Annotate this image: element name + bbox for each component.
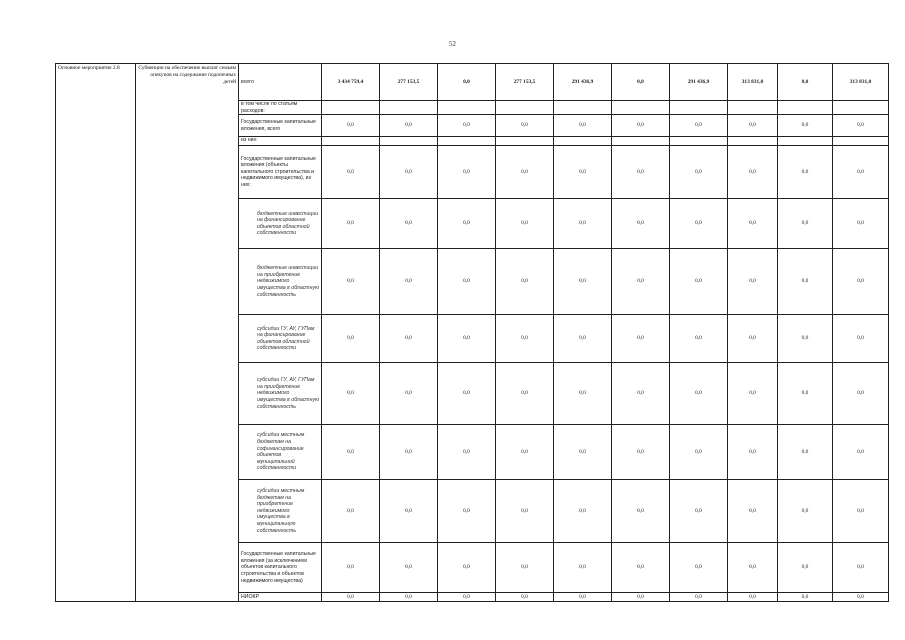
value-cell [833,101,889,115]
value-cell: 313 831,0 [728,64,778,101]
value-cell: 0,0 [728,115,778,137]
value-cell [670,137,728,146]
page-number: 52 [449,40,456,48]
value-cell: 0,0 [554,249,612,315]
value-cell: 0,0 [670,543,728,593]
value-cell: 0,0 [778,425,833,480]
value-cell: 0,0 [438,64,496,101]
value-cell: 0,0 [322,593,380,602]
value-cell: 0,0 [778,146,833,199]
value-cell: 313 831,0 [833,64,889,101]
value-cell: 0,0 [612,480,670,543]
value-cell [554,137,612,146]
value-cell: 3 434 759,4 [322,64,380,101]
value-cell: 0,0 [670,146,728,199]
value-cell: 0,0 [612,363,670,425]
value-cell: 0,0 [728,425,778,480]
value-cell [728,137,778,146]
value-cell: 0,0 [322,363,380,425]
value-cell: 0,0 [380,543,438,593]
value-cell [322,101,380,115]
value-cell: 0,0 [380,199,438,249]
value-cell: 0,0 [496,146,554,199]
value-cell: 0,0 [322,480,380,543]
value-cell: 0,0 [496,593,554,602]
value-cell: 0,0 [778,115,833,137]
value-cell: 0,0 [554,315,612,363]
value-cell: 0,0 [670,249,728,315]
value-cell: 291 436,9 [670,64,728,101]
value-cell: 0,0 [438,425,496,480]
value-cell: 0,0 [380,363,438,425]
value-cell: 277 153,5 [380,64,438,101]
value-cell: 0,0 [438,593,496,602]
value-cell: 0,0 [322,146,380,199]
row-label: НИОКР [239,593,322,602]
row-label: субсидии ГУ, АУ, ГУПам на приобретение недвижимого имущества в областную собственность [239,363,322,425]
value-cell: 0,0 [612,199,670,249]
value-cell: 0,0 [380,249,438,315]
value-cell: 0,0 [670,593,728,602]
value-cell: 0,0 [833,146,889,199]
value-cell [612,137,670,146]
value-cell: 0,0 [554,480,612,543]
value-cell: 0,0 [438,315,496,363]
budget-table [55,63,889,602]
value-cell: 0,0 [322,543,380,593]
value-cell: 0,0 [728,249,778,315]
value-cell: 0,0 [833,115,889,137]
value-cell: 0,0 [728,363,778,425]
value-cell: 0,0 [380,425,438,480]
value-cell: 0,0 [833,480,889,543]
value-cell: 0,0 [322,115,380,137]
value-cell [322,137,380,146]
value-cell: 0,0 [778,543,833,593]
value-cell: 0,0 [438,363,496,425]
value-cell: 0,0 [496,543,554,593]
value-cell: 0,0 [833,315,889,363]
value-cell: 0,0 [778,363,833,425]
value-cell: 0,0 [778,593,833,602]
row-label: Государственные капитальные вложения (объекты капитального строительства и недвижимого имущества), из них: [239,146,322,199]
value-cell: 0,0 [670,425,728,480]
value-cell: 0,0 [380,115,438,137]
value-cell: 0,0 [554,115,612,137]
value-cell: 0,0 [778,249,833,315]
value-cell: 0,0 [778,64,833,101]
event-name-cell: Субвенции на обеспечение выплат семьям опекунов на содержание подопечных детей [136,64,239,602]
value-cell: 0,0 [778,199,833,249]
value-cell: 0,0 [554,146,612,199]
value-cell [728,101,778,115]
value-cell: 0,0 [612,115,670,137]
value-cell: 0,0 [438,480,496,543]
value-cell: 0,0 [322,425,380,480]
value-cell: 0,0 [438,146,496,199]
row-label: всего [239,64,322,101]
value-cell: 277 153,5 [496,64,554,101]
value-cell [670,101,728,115]
value-cell: 0,0 [728,146,778,199]
value-cell: 0,0 [612,315,670,363]
row-label: субсидии ГУ, АУ, ГУПам на финансирование объектов областной собственности [239,315,322,363]
value-cell: 0,0 [496,480,554,543]
value-cell: 0,0 [496,115,554,137]
value-cell: 0,0 [554,363,612,425]
row-label: в том числе по статьям расходов: [239,101,322,115]
value-cell: 0,0 [322,315,380,363]
row-label: из них: [239,137,322,146]
value-cell: 0,0 [496,363,554,425]
value-cell: 0,0 [612,593,670,602]
value-cell: 0,0 [612,543,670,593]
value-cell: 0,0 [496,199,554,249]
value-cell [833,137,889,146]
value-cell [496,137,554,146]
value-cell [438,101,496,115]
value-cell: 291 436,9 [554,64,612,101]
value-cell [496,101,554,115]
value-cell: 0,0 [554,543,612,593]
value-cell: 0,0 [612,425,670,480]
value-cell: 0,0 [728,593,778,602]
value-cell: 0,0 [670,115,728,137]
value-cell: 0,0 [728,480,778,543]
row-label: бюджетные инвестиции на финансирование объектов областной собственности [239,199,322,249]
value-cell [612,101,670,115]
value-cell: 0,0 [833,425,889,480]
value-cell [778,137,833,146]
value-cell: 0,0 [554,199,612,249]
value-cell: 0,0 [438,543,496,593]
row-label: субсидии местным бюджетам на приобретение недвижимого имущества в муниципальную собственность [239,480,322,543]
value-cell: 0,0 [612,249,670,315]
value-cell: 0,0 [322,199,380,249]
value-cell: 0,0 [438,199,496,249]
value-cell: 0,0 [380,315,438,363]
value-cell [380,137,438,146]
table-row [56,64,889,101]
row-label: Государственные капитальные вложения, всего [239,115,322,137]
value-cell: 0,0 [833,363,889,425]
value-cell: 0,0 [322,249,380,315]
value-cell: 0,0 [496,249,554,315]
value-cell: 0,0 [833,593,889,602]
value-cell: 0,0 [833,249,889,315]
value-cell: 0,0 [728,543,778,593]
value-cell: 0,0 [496,425,554,480]
event-cell: Основное мероприятие 2.8 [56,64,136,602]
value-cell: 0,0 [728,199,778,249]
value-cell: 0,0 [670,315,728,363]
value-cell [554,101,612,115]
value-cell: 0,0 [612,64,670,101]
value-cell: 0,0 [380,593,438,602]
row-label: Государственные капитальные вложения (за исключением объектов капитального строительства и объектов недвижимого имущества) [239,543,322,593]
value-cell: 0,0 [438,249,496,315]
value-cell: 0,0 [778,315,833,363]
value-cell: 0,0 [554,593,612,602]
value-cell: 0,0 [670,480,728,543]
value-cell [778,101,833,115]
value-cell: 0,0 [728,315,778,363]
row-label: бюджетные инвестиции на приобретение недвижимого имущества в областную собственность [239,249,322,315]
value-cell: 0,0 [554,425,612,480]
value-cell [380,101,438,115]
value-cell [438,137,496,146]
value-cell: 0,0 [833,199,889,249]
value-cell: 0,0 [778,480,833,543]
value-cell: 0,0 [380,146,438,199]
value-cell: 0,0 [612,146,670,199]
row-label: субсидии местным бюджетам на софинансирование объектов муниципальной собственности [239,425,322,480]
value-cell: 0,0 [670,363,728,425]
value-cell: 0,0 [833,543,889,593]
value-cell: 0,0 [438,115,496,137]
value-cell: 0,0 [670,199,728,249]
value-cell: 0,0 [496,315,554,363]
value-cell: 0,0 [380,480,438,543]
